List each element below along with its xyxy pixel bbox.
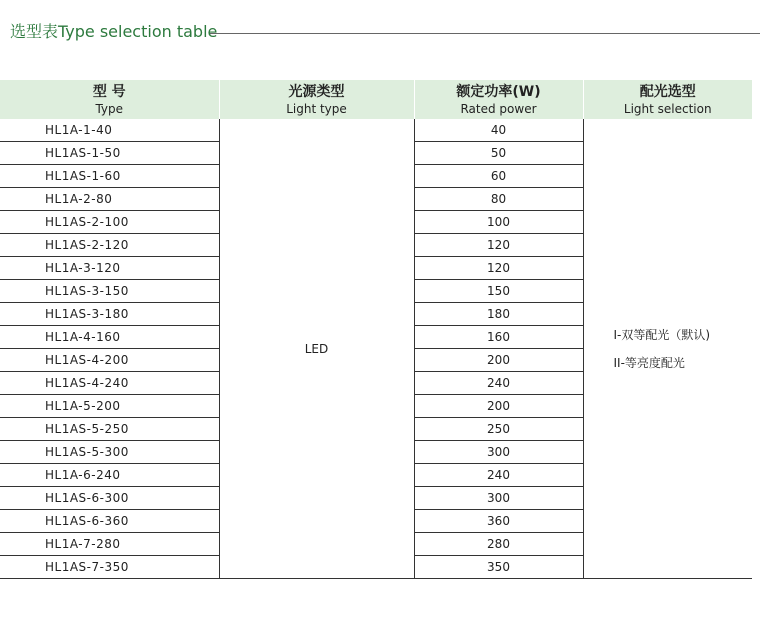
type-cell: HL1A-7-280 <box>0 533 219 556</box>
power-cell: 50 <box>414 142 583 165</box>
type-cell: HL1AS-4-200 <box>0 349 219 372</box>
power-cell: 80 <box>414 188 583 211</box>
title-rule <box>210 33 760 34</box>
type-cell: HL1A-2-80 <box>0 188 219 211</box>
header-light-type-cn: 光源类型 <box>288 83 345 100</box>
power-cell: 300 <box>414 441 583 464</box>
header-light-selection-en: Light selection <box>623 101 712 116</box>
power-cell: 280 <box>414 533 583 556</box>
light-selection-cell <box>583 119 752 579</box>
power-cell: 150 <box>414 280 583 303</box>
type-cell: HL1AS-2-120 <box>0 234 219 257</box>
type-cell: HL1AS-6-300 <box>0 487 219 510</box>
type-cell: HL1AS-5-300 <box>0 441 219 464</box>
type-cell: HL1A-5-200 <box>0 395 219 418</box>
type-cell: HL1A-6-240 <box>0 464 219 487</box>
header-type <box>0 80 219 119</box>
power-cell: 250 <box>414 418 583 441</box>
power-cell: 200 <box>414 349 583 372</box>
power-cell: 360 <box>414 510 583 533</box>
type-cell: HL1AS-5-250 <box>0 418 219 441</box>
header-light-selection <box>583 80 752 119</box>
header-rated-power <box>414 80 583 119</box>
power-cell: 160 <box>414 326 583 349</box>
header-light-type-en: Light type <box>286 101 347 116</box>
power-cell: 120 <box>414 257 583 280</box>
power-cell: 240 <box>414 372 583 395</box>
type-selection-table <box>0 80 752 579</box>
light-selection-option-1: I-双等配光（默认) <box>613 327 711 342</box>
type-cell: HL1A-1-40 <box>0 119 219 142</box>
type-cell: HL1AS-4-240 <box>0 372 219 395</box>
section-title: 选型表Type selection table <box>10 20 221 44</box>
type-cell: HL1AS-7-350 <box>0 556 219 579</box>
type-cell: HL1AS-1-50 <box>0 142 219 165</box>
header-rated-power-cn: 额定功率(W) <box>456 83 541 100</box>
power-cell: 180 <box>414 303 583 326</box>
power-cell: 350 <box>414 556 583 579</box>
header-light-selection-cn: 配光选型 <box>639 83 696 100</box>
power-cell: 60 <box>414 165 583 188</box>
section-header <box>10 20 760 44</box>
power-cell: 40 <box>414 119 583 142</box>
header-light-type <box>219 80 414 119</box>
light-type-cell: LED <box>219 119 414 579</box>
type-cell: HL1AS-3-150 <box>0 280 219 303</box>
type-cell: HL1A-4-160 <box>0 326 219 349</box>
power-cell: 120 <box>414 234 583 257</box>
type-cell: HL1AS-1-60 <box>0 165 219 188</box>
header-rated-power-en: Rated power <box>460 101 537 116</box>
type-cell: HL1AS-2-100 <box>0 211 219 234</box>
type-cell: HL1AS-6-360 <box>0 510 219 533</box>
table-row <box>0 119 752 142</box>
type-cell: HL1AS-3-180 <box>0 303 219 326</box>
header-type-en: Type <box>95 101 124 116</box>
power-cell: 240 <box>414 464 583 487</box>
table-header-row <box>0 80 752 119</box>
power-cell: 200 <box>414 395 583 418</box>
light-selection-option-2: II-等亮度配光 <box>613 355 685 370</box>
type-cell: HL1A-3-120 <box>0 257 219 280</box>
power-cell: 100 <box>414 211 583 234</box>
header-type-cn: 型 号 <box>92 83 126 100</box>
power-cell: 300 <box>414 487 583 510</box>
